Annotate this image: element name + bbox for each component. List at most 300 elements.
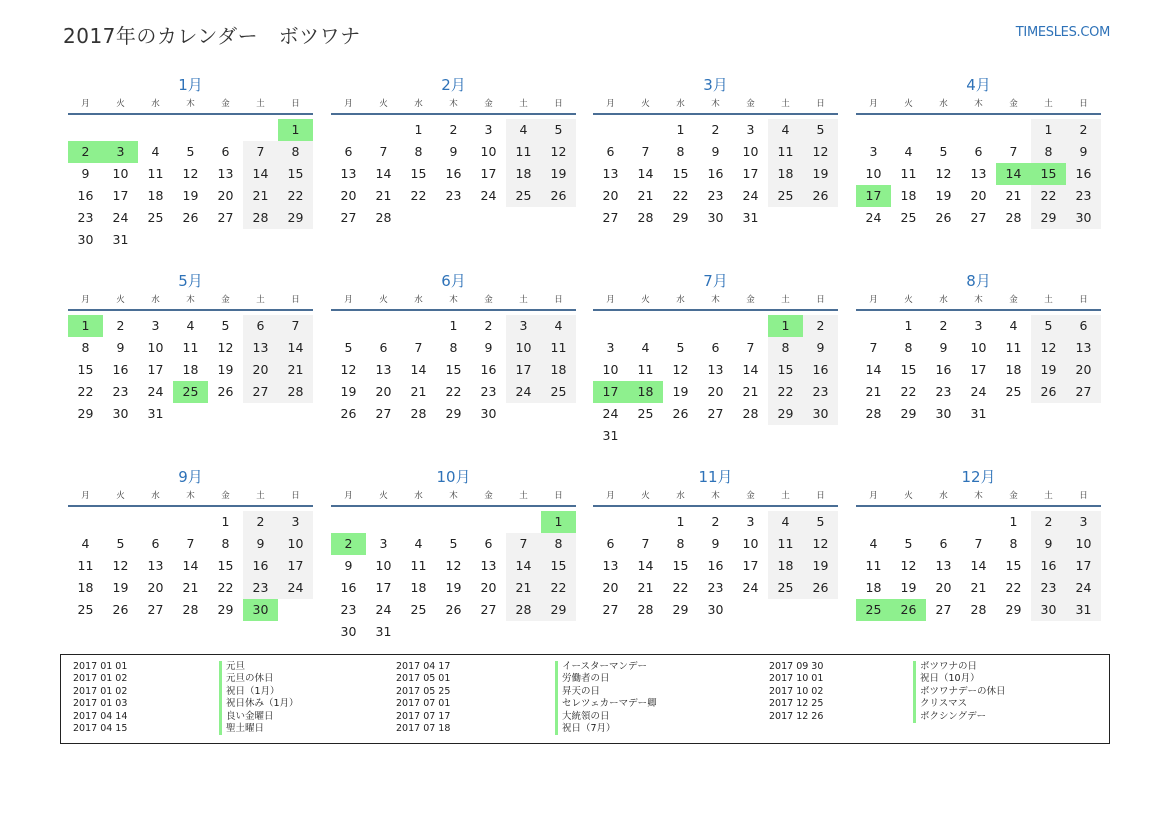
day-cell: 19 (445, 580, 462, 595)
empty-cell (366, 315, 401, 337)
weekday-label: 水 (414, 99, 423, 109)
day-cell: 15 (1005, 558, 1022, 573)
legend-holiday-name: 聖土曜日 (219, 723, 264, 735)
weekday-header (593, 98, 838, 115)
month-4 (856, 76, 1101, 229)
day-cell: 15 (672, 166, 689, 181)
day-cell: 5 (803, 511, 838, 533)
empty-cell (698, 315, 733, 337)
day-cell: 2 (484, 318, 493, 333)
weekday-label: 土 (1044, 491, 1053, 501)
day-cell: 31 (147, 406, 164, 421)
day-grid (856, 511, 1101, 621)
legend-holiday-name: 祝日（1月） (219, 686, 280, 698)
day-cell: 28 (506, 599, 541, 621)
weekday-label: 木 (974, 491, 983, 501)
empty-cell (593, 511, 628, 533)
day-cell: 8 (676, 536, 685, 551)
day-cell: 21 (410, 384, 427, 399)
day-cell: 11 (182, 340, 199, 355)
month-11 (593, 468, 838, 621)
day-cell: 24 (865, 210, 882, 225)
weekday-label: 月 (344, 491, 353, 501)
day-cell: 24 (970, 384, 987, 399)
holiday-legend (60, 654, 1110, 744)
day-cell: 21 (637, 188, 654, 203)
weekday-label: 水 (151, 295, 160, 305)
day-cell: 13 (217, 166, 234, 181)
day-cell: 4 (151, 144, 160, 159)
day-cell: 6 (221, 144, 230, 159)
day-cell: 14 (637, 558, 654, 573)
day-grid (68, 119, 313, 251)
weekday-label: 金 (484, 99, 493, 109)
day-cell: 14 (278, 337, 313, 359)
day-cell: 19 (1031, 359, 1066, 381)
day-cell: 18 (77, 580, 94, 595)
weekday-label: 土 (519, 295, 528, 305)
weekday-header (856, 98, 1101, 115)
legend-holiday-name: 祝日（7月） (555, 723, 616, 735)
legend-holiday-name: 昇天の日 (555, 686, 600, 698)
holiday-day-cell: 1 (68, 315, 103, 337)
day-cell: 27 (602, 210, 619, 225)
day-cell: 7 (278, 315, 313, 337)
day-cell: 22 (278, 185, 313, 207)
day-cell: 17 (480, 166, 497, 181)
weekday-label: 水 (939, 99, 948, 109)
holiday-day-cell: 30 (243, 599, 278, 621)
day-cell: 12 (803, 141, 838, 163)
holiday-day-cell: 1 (768, 315, 803, 337)
day-cell: 9 (243, 533, 278, 555)
day-cell: 15 (768, 359, 803, 381)
empty-cell (173, 119, 208, 141)
weekday-label: 火 (904, 491, 913, 501)
day-cell: 18 (541, 359, 576, 381)
day-cell: 16 (77, 188, 94, 203)
weekday-label: 土 (1044, 295, 1053, 305)
legend-date: 2017 04 15 (73, 723, 128, 734)
day-cell: 12 (217, 340, 234, 355)
day-cell: 2 (1031, 511, 1066, 533)
weekday-label: 火 (641, 99, 650, 109)
day-cell: 5 (221, 318, 230, 333)
day-cell: 18 (506, 163, 541, 185)
legend-date: 2017 01 02 (73, 685, 128, 697)
day-cell: 19 (900, 580, 917, 595)
weekday-label: 土 (256, 491, 265, 501)
day-cell: 25 (768, 577, 803, 599)
weekday-header (331, 490, 576, 507)
day-cell: 12 (803, 533, 838, 555)
day-cell: 26 (340, 406, 357, 421)
day-cell: 26 (1031, 381, 1066, 403)
day-cell: 18 (182, 362, 199, 377)
day-cell: 12 (541, 141, 576, 163)
empty-cell (471, 511, 506, 533)
weekday-label: 土 (256, 295, 265, 305)
day-cell: 24 (742, 188, 759, 203)
month-9 (68, 468, 313, 621)
day-cell: 2 (243, 511, 278, 533)
day-cell: 18 (1005, 362, 1022, 377)
day-cell: 17 (112, 188, 129, 203)
weekday-label: 日 (816, 99, 825, 109)
day-cell: 25 (1005, 384, 1022, 399)
day-cell: 11 (506, 141, 541, 163)
weekday-label: 金 (1009, 99, 1018, 109)
empty-cell (138, 119, 173, 141)
weekday-label: 木 (974, 99, 983, 109)
day-cell: 2 (711, 514, 720, 529)
day-cell: 21 (865, 384, 882, 399)
day-cell: 31 (970, 406, 987, 421)
day-cell: 9 (344, 558, 353, 573)
legend-holiday-name: セレツェカーマデー卿 (555, 698, 657, 710)
day-cell: 28 (410, 406, 427, 421)
day-cell: 15 (410, 166, 427, 181)
day-cell: 3 (506, 315, 541, 337)
empty-cell (103, 119, 138, 141)
empty-cell (436, 511, 471, 533)
day-cell: 20 (935, 580, 952, 595)
day-cell: 15 (672, 558, 689, 573)
day-cell: 24 (1066, 577, 1101, 599)
day-cell: 13 (602, 558, 619, 573)
legend-holiday-name: 祝日（10月） (913, 673, 980, 685)
day-cell: 17 (742, 166, 759, 181)
day-cell: 10 (506, 337, 541, 359)
day-cell: 23 (112, 384, 129, 399)
empty-cell (366, 119, 401, 141)
month-name: 10月 (436, 468, 471, 486)
day-cell: 17 (147, 362, 164, 377)
weekday-label: 土 (1044, 99, 1053, 109)
empty-cell (733, 315, 768, 337)
weekday-label: 木 (711, 491, 720, 501)
day-cell: 22 (768, 381, 803, 403)
empty-cell (331, 511, 366, 533)
day-cell: 23 (707, 580, 724, 595)
day-cell: 11 (768, 141, 803, 163)
day-cell: 13 (340, 166, 357, 181)
weekday-label: 水 (939, 295, 948, 305)
weekday-label: 木 (186, 295, 195, 305)
day-cell: 24 (602, 406, 619, 421)
day-cell: 16 (803, 359, 838, 381)
day-cell: 1 (676, 122, 685, 137)
day-cell: 22 (445, 384, 462, 399)
weekday-label: 金 (221, 99, 230, 109)
weekday-label: 月 (344, 99, 353, 109)
day-cell: 2 (939, 318, 948, 333)
day-cell: 4 (768, 511, 803, 533)
legend-holiday-name: ボクシングデー (913, 711, 986, 723)
day-cell: 12 (112, 558, 129, 573)
day-cell: 10 (742, 536, 759, 551)
day-cell: 3 (1066, 511, 1101, 533)
day-cell: 23 (803, 381, 838, 403)
weekday-label: 金 (1009, 491, 1018, 501)
month-name: 1月 (178, 76, 203, 94)
month-name: 6月 (441, 272, 466, 290)
day-cell: 9 (1066, 141, 1101, 163)
day-cell: 29 (1031, 207, 1066, 229)
day-cell: 12 (935, 166, 952, 181)
legend-holiday-name: 大統領の日 (555, 711, 610, 723)
weekday-label: 土 (781, 295, 790, 305)
day-cell: 18 (768, 555, 803, 577)
site-name[interactable]: TIMESLES.COM (1015, 25, 1110, 40)
day-cell: 8 (768, 337, 803, 359)
day-cell: 17 (1066, 555, 1101, 577)
weekday-label: 火 (641, 295, 650, 305)
day-cell: 10 (602, 362, 619, 377)
empty-cell (926, 511, 961, 533)
day-cell: 10 (742, 144, 759, 159)
day-cell: 20 (970, 188, 987, 203)
legend-holiday-name: 祝日休み（1月） (219, 698, 299, 710)
day-cell: 27 (970, 210, 987, 225)
day-cell: 14 (637, 166, 654, 181)
empty-cell (856, 119, 891, 141)
day-cell: 5 (541, 119, 576, 141)
day-cell: 9 (484, 340, 493, 355)
day-cell: 22 (1031, 185, 1066, 207)
day-cell: 3 (278, 511, 313, 533)
weekday-label: 月 (81, 99, 90, 109)
day-cell: 26 (935, 210, 952, 225)
day-cell: 19 (935, 188, 952, 203)
day-cell: 19 (541, 163, 576, 185)
day-cell: 26 (803, 577, 838, 599)
weekday-label: 土 (781, 99, 790, 109)
day-cell: 5 (449, 536, 458, 551)
legend-date: 2017 01 03 (73, 698, 128, 710)
day-cell: 28 (970, 602, 987, 617)
day-cell: 21 (742, 384, 759, 399)
legend-holiday-name: ボツワナデーの休日 (913, 686, 1006, 698)
day-cell: 23 (480, 384, 497, 399)
weekday-label: 日 (816, 295, 825, 305)
day-cell: 21 (637, 580, 654, 595)
day-cell: 18 (900, 188, 917, 203)
day-cell: 9 (939, 340, 948, 355)
day-cell: 19 (672, 384, 689, 399)
day-cell: 30 (935, 406, 952, 421)
holiday-day-cell: 2 (68, 141, 103, 163)
weekday-label: 金 (1009, 295, 1018, 305)
weekday-label: 月 (869, 491, 878, 501)
day-cell: 30 (1031, 599, 1066, 621)
day-cell: 7 (869, 340, 878, 355)
day-cell: 6 (974, 144, 983, 159)
day-cell: 10 (278, 533, 313, 555)
day-cell: 29 (77, 406, 94, 421)
day-cell: 14 (865, 362, 882, 377)
day-cell: 11 (768, 533, 803, 555)
day-cell: 29 (768, 403, 803, 425)
legend-date: 2017 09 30 (769, 661, 824, 672)
day-cell: 6 (379, 340, 388, 355)
day-cell: 21 (278, 359, 313, 381)
weekday-label: 月 (344, 295, 353, 305)
day-cell: 16 (243, 555, 278, 577)
weekday-label: 月 (869, 295, 878, 305)
legend-date: 2017 04 14 (73, 710, 128, 722)
day-cell: 16 (445, 166, 462, 181)
weekday-label: 土 (256, 99, 265, 109)
day-cell: 28 (243, 207, 278, 229)
legend-date: 2017 10 01 (769, 673, 824, 685)
day-cell: 24 (278, 577, 313, 599)
day-cell: 27 (340, 210, 357, 225)
day-cell: 2 (1066, 119, 1101, 141)
day-cell: 11 (410, 558, 427, 573)
day-cell: 25 (541, 381, 576, 403)
month-name: 5月 (178, 272, 203, 290)
day-cell: 16 (112, 362, 129, 377)
day-cell: 21 (182, 580, 199, 595)
holiday-day-cell: 2 (331, 533, 366, 555)
day-cell: 16 (340, 580, 357, 595)
day-cell: 8 (904, 340, 913, 355)
day-cell: 6 (344, 144, 353, 159)
day-cell: 22 (900, 384, 917, 399)
day-cell: 24 (375, 602, 392, 617)
day-cell: 12 (1031, 337, 1066, 359)
day-cell: 17 (278, 555, 313, 577)
day-cell: 1 (1009, 514, 1018, 529)
day-cell: 20 (340, 188, 357, 203)
day-cell: 11 (900, 166, 917, 181)
weekday-label: 木 (711, 295, 720, 305)
day-cell: 20 (375, 384, 392, 399)
weekday-header (593, 294, 838, 311)
legend-date: 2017 04 17 (396, 661, 451, 672)
day-cell: 21 (970, 580, 987, 595)
day-cell: 15 (217, 558, 234, 573)
weekday-label: 木 (974, 295, 983, 305)
day-cell: 6 (484, 536, 493, 551)
day-cell: 27 (707, 406, 724, 421)
day-cell: 10 (112, 166, 129, 181)
weekday-header (68, 294, 313, 311)
legend-holiday-name: 元旦 (219, 661, 245, 673)
empty-cell (628, 119, 663, 141)
legend-date: 2017 12 26 (769, 710, 824, 722)
month-name: 9月 (178, 468, 203, 486)
day-cell: 4 (81, 536, 90, 551)
day-cell: 14 (970, 558, 987, 573)
day-grid (593, 119, 838, 229)
day-cell: 21 (1005, 188, 1022, 203)
day-cell: 3 (746, 122, 755, 137)
legend-date: 2017 05 01 (396, 673, 451, 685)
day-cell: 10 (865, 166, 882, 181)
day-cell: 9 (81, 166, 90, 181)
weekday-label: 日 (291, 295, 300, 305)
day-grid (331, 119, 576, 229)
day-cell: 12 (445, 558, 462, 573)
day-cell: 4 (506, 119, 541, 141)
day-cell: 7 (414, 340, 423, 355)
day-cell: 5 (939, 144, 948, 159)
day-cell: 31 (375, 624, 392, 639)
weekday-label: 水 (676, 99, 685, 109)
weekday-label: 木 (186, 99, 195, 109)
day-cell: 8 (1031, 141, 1066, 163)
empty-cell (926, 119, 961, 141)
day-cell: 13 (243, 337, 278, 359)
legend-holiday-name: クリスマス (913, 698, 967, 710)
day-cell: 30 (112, 406, 129, 421)
holiday-day-cell: 3 (103, 141, 138, 163)
day-cell: 1 (449, 318, 458, 333)
day-cell: 6 (939, 536, 948, 551)
day-cell: 7 (379, 144, 388, 159)
legend-holiday-name: 元旦の休日 (219, 673, 274, 685)
day-cell: 9 (803, 337, 838, 359)
day-grid (331, 315, 576, 425)
day-cell: 3 (606, 340, 615, 355)
day-cell: 28 (182, 602, 199, 617)
day-cell: 9 (711, 144, 720, 159)
day-cell: 1 (221, 514, 230, 529)
day-cell: 3 (746, 514, 755, 529)
weekday-label: 水 (676, 295, 685, 305)
day-cell: 27 (480, 602, 497, 617)
empty-cell (173, 511, 208, 533)
day-cell: 28 (865, 406, 882, 421)
weekday-label: 月 (606, 295, 615, 305)
day-cell: 29 (541, 599, 576, 621)
weekday-label: 月 (606, 99, 615, 109)
day-cell: 13 (707, 362, 724, 377)
day-cell: 28 (637, 210, 654, 225)
weekday-label: 土 (519, 99, 528, 109)
day-cell: 19 (182, 188, 199, 203)
day-cell: 30 (707, 210, 724, 225)
day-cell: 16 (1031, 555, 1066, 577)
day-cell: 20 (147, 580, 164, 595)
day-cell: 29 (278, 207, 313, 229)
day-cell: 28 (1005, 210, 1022, 225)
holiday-day-cell: 18 (628, 381, 663, 403)
day-cell: 11 (147, 166, 164, 181)
weekday-label: 日 (1079, 295, 1088, 305)
day-cell: 28 (375, 210, 392, 225)
empty-cell (401, 315, 436, 337)
weekday-label: 月 (81, 491, 90, 501)
day-cell: 13 (1066, 337, 1101, 359)
day-cell: 8 (278, 141, 313, 163)
day-cell: 1 (676, 514, 685, 529)
weekday-label: 水 (151, 491, 160, 501)
day-cell: 11 (865, 558, 882, 573)
empty-cell (208, 119, 243, 141)
day-cell: 15 (541, 555, 576, 577)
day-cell: 22 (672, 580, 689, 595)
weekday-label: 金 (221, 295, 230, 305)
day-cell: 11 (637, 362, 654, 377)
day-cell: 26 (672, 406, 689, 421)
holiday-day-cell: 15 (1031, 163, 1066, 185)
day-cell: 19 (340, 384, 357, 399)
day-cell: 20 (602, 188, 619, 203)
month-6 (331, 272, 576, 425)
